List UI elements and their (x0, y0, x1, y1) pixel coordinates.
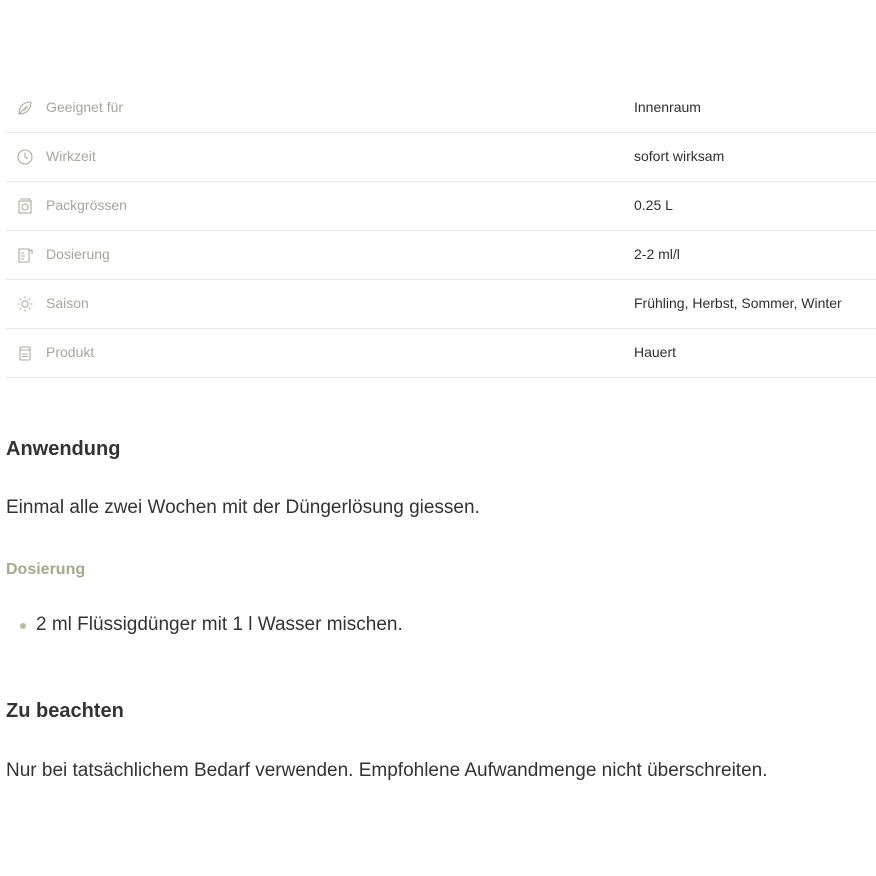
leaf-icon (16, 99, 34, 117)
clock-icon (16, 148, 34, 166)
product-icon (16, 344, 34, 362)
spec-label: Saison (46, 295, 89, 311)
package-icon (16, 197, 34, 215)
spec-label: Geeignet für (46, 99, 124, 115)
spec-label: Packgrössen (46, 197, 127, 213)
spec-row-suitable-for (6, 84, 876, 133)
list-item-text: 2 ml Flüssigdünger mit 1 l Wasser mischen. (36, 614, 403, 635)
spec-row-effect-time (6, 133, 876, 182)
section-heading-anwendung: Anwendung (6, 438, 121, 460)
spec-value: Innenraum (634, 99, 701, 115)
spec-row-season (6, 280, 876, 329)
spec-value: 2-2 ml/l (634, 246, 680, 262)
spec-row-product (6, 329, 876, 378)
spec-row-dosage (6, 231, 876, 280)
spec-row-pack-sizes (6, 182, 876, 231)
spec-label: Dosierung (46, 246, 110, 262)
beachten-text: Nur bei tatsächlichem Bedarf verwenden. Empfohlene Aufwandmenge nicht überschreiten. (6, 760, 768, 781)
spec-label: Produkt (46, 344, 95, 360)
sun-icon (16, 295, 34, 313)
spec-value: sofort wirksam (634, 148, 725, 164)
anwendung-text: Einmal alle zwei Wochen mit der Düngerlösung giessen. (6, 497, 480, 518)
spec-label: Wirkzeit (46, 148, 96, 164)
bullet-icon (20, 623, 26, 629)
spec-value: Hauert (634, 344, 677, 360)
product-spec-table (6, 84, 876, 378)
spec-value: 0.25 L (634, 197, 673, 213)
measuring-cup-icon (16, 246, 34, 264)
section-heading-beachten: Zu beachten (6, 700, 124, 722)
dosierung-subheading: Dosierung (6, 561, 86, 578)
spec-value: Frühling, Herbst, Sommer, Winter (634, 295, 842, 311)
